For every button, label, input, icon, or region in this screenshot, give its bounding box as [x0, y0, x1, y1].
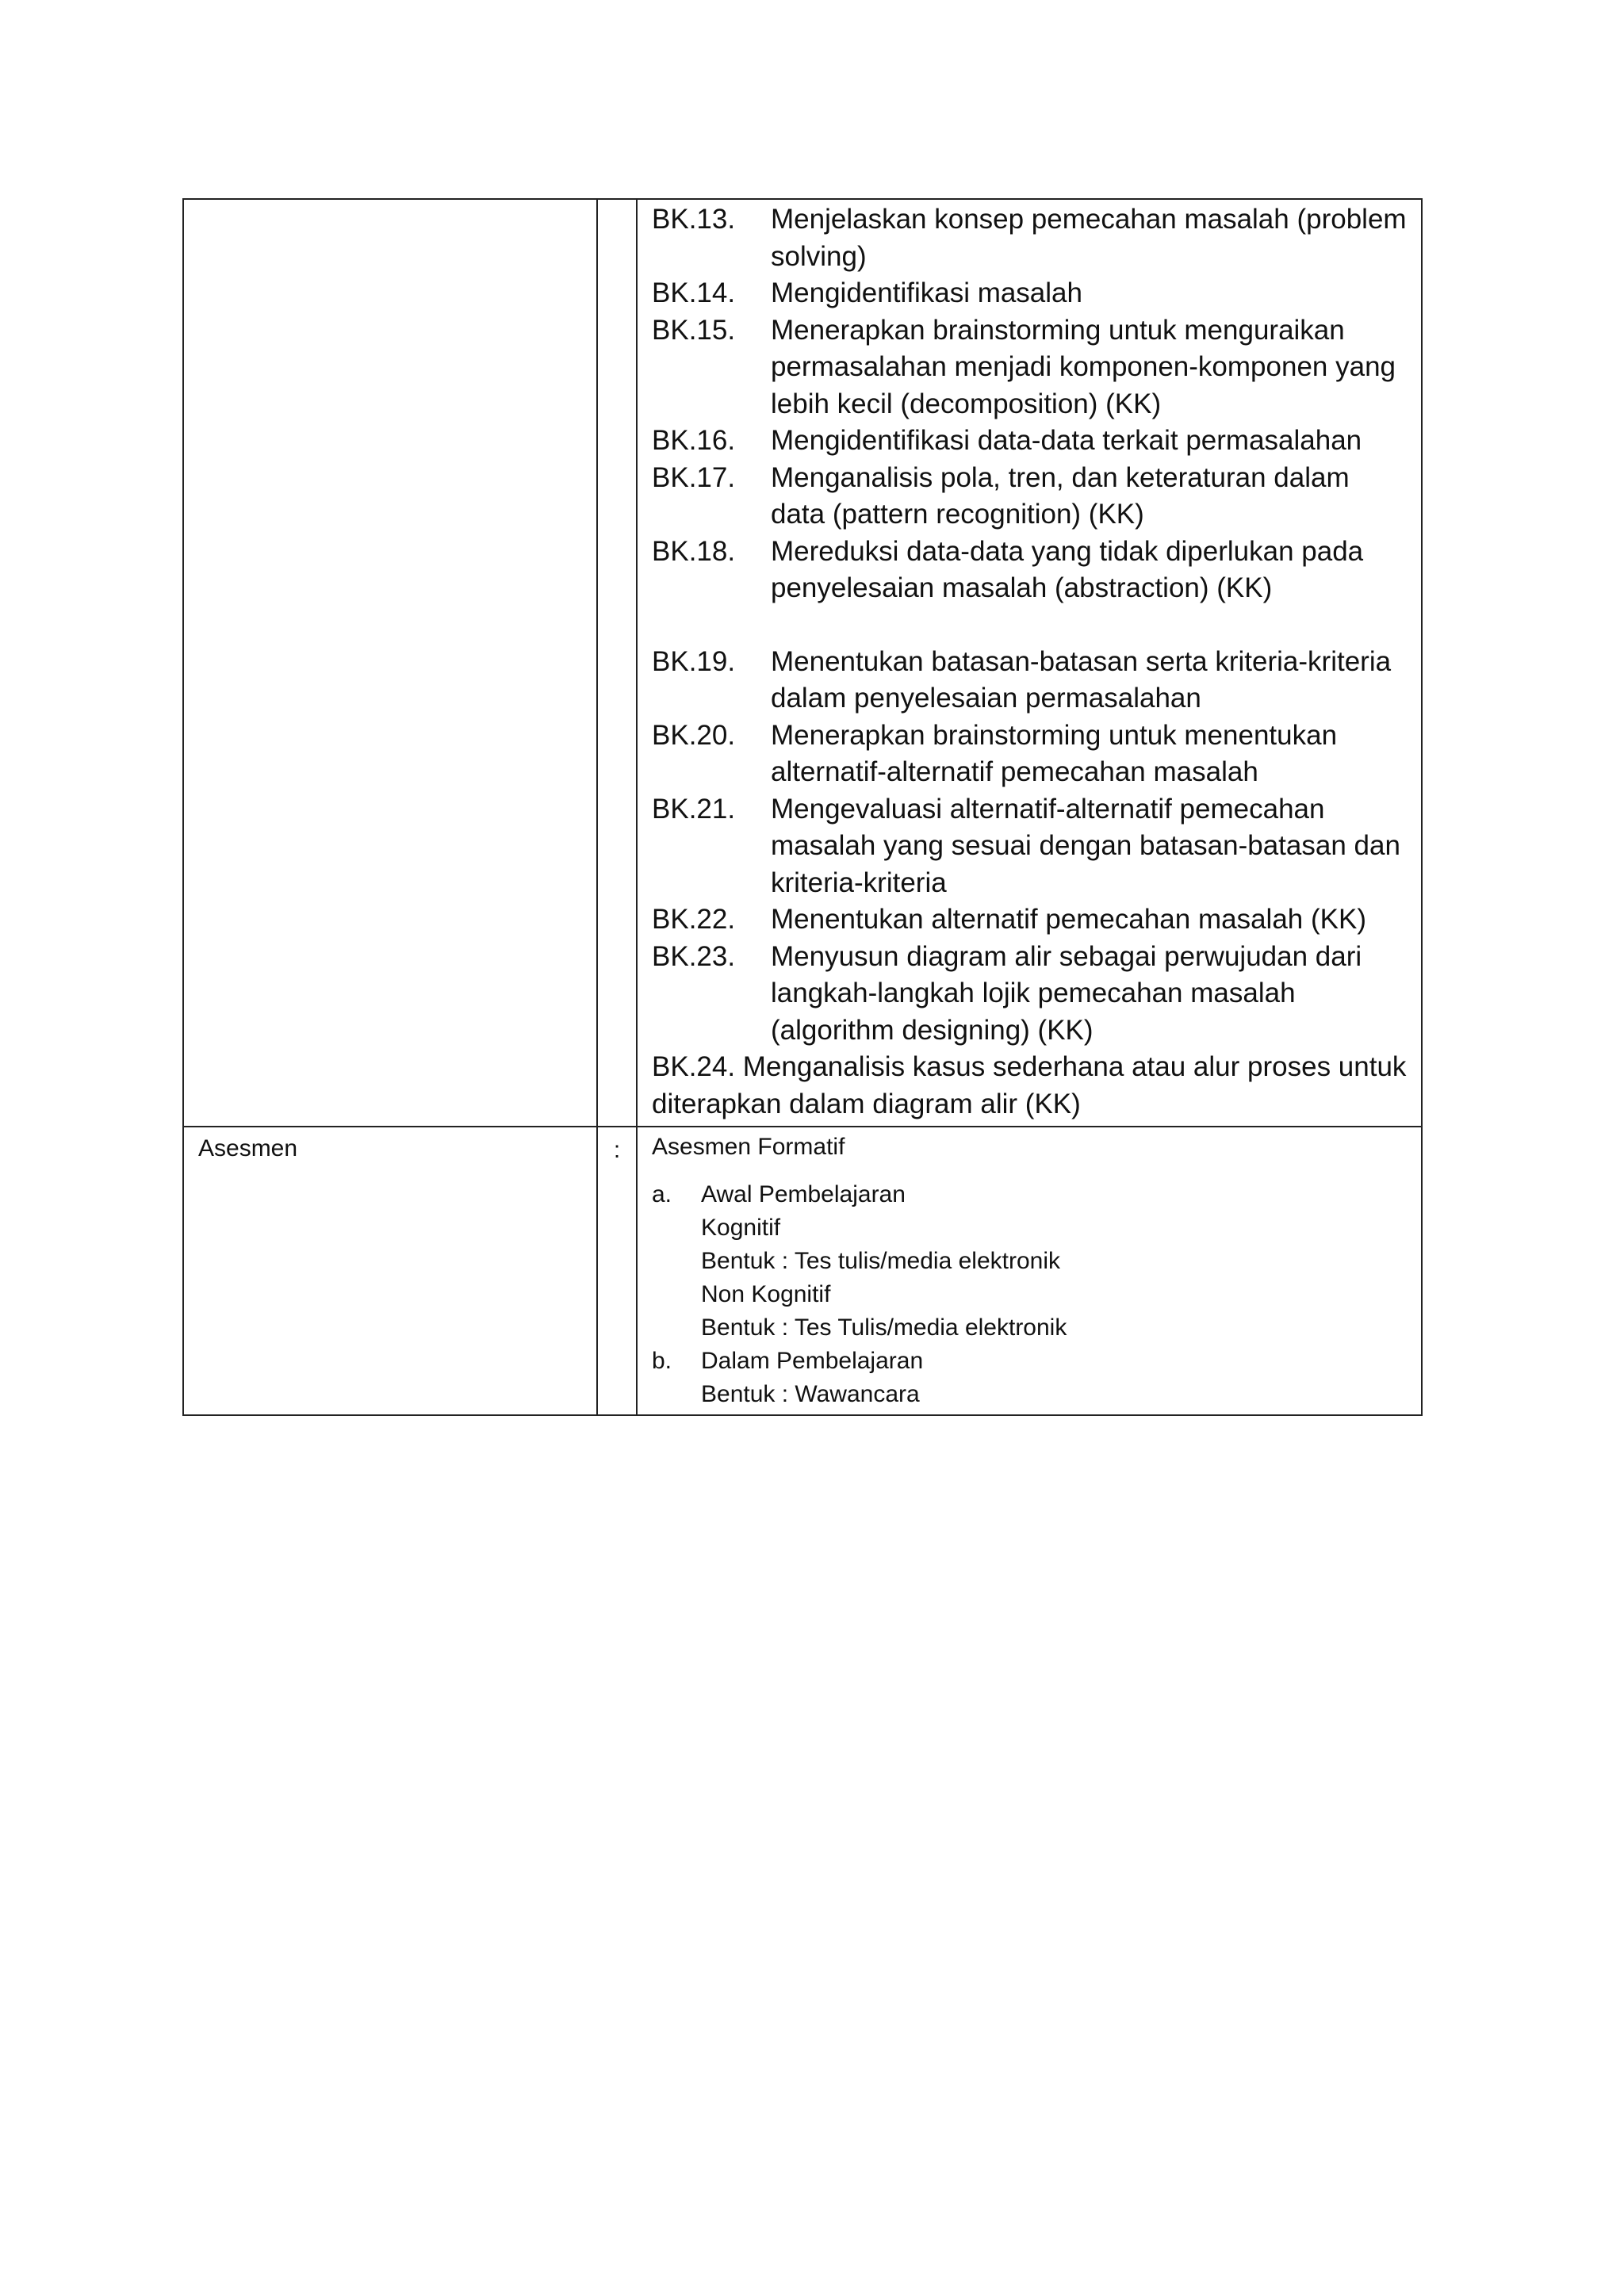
bk-number: BK.18.: [652, 535, 736, 567]
bk-number: BK.14.: [652, 277, 736, 308]
bk-text-line: Menyusun diagram alir sebagai perwujudan dari: [771, 940, 1362, 972]
bk-item: [652, 275, 1407, 312]
bk-text-line: masalah yang sesuai dengan batasan-batasan dan: [771, 830, 1400, 861]
bk-text: [771, 201, 1407, 275]
bk-item: [652, 644, 1407, 718]
asesmen-item-body: [701, 1178, 1407, 1345]
bk-text-line: Menjelaskan konsep pemecahan masalah (problem: [771, 204, 1407, 235]
bk-number: BK.17.: [652, 461, 736, 493]
asesmen-content-cell: [637, 1127, 1422, 1415]
bk-text: [771, 423, 1407, 460]
bk-text-line: Mengevaluasi alternatif-alternatif pemecahan: [771, 793, 1325, 825]
bk-text: [771, 644, 1407, 718]
bk-item: [652, 791, 1407, 902]
bk-item: [652, 534, 1407, 607]
bk-list-cell: [637, 199, 1422, 1127]
bk-item: [652, 423, 1407, 460]
bk-text-line: Menerapkan brainstorming untuk menentukan: [771, 719, 1338, 751]
bk-text-line: permasalahan menjadi komponen-komponen yang: [771, 351, 1396, 382]
asesmen-item-letter: b.: [652, 1348, 672, 1374]
bk-label-cell: [183, 199, 597, 1127]
bk-text-line: data (pattern recognition) (KK): [771, 499, 1144, 530]
bk-item: [652, 201, 1407, 275]
asesmen-row: [183, 1127, 1422, 1415]
bk-item: [652, 460, 1407, 534]
bk-text: [771, 718, 1407, 791]
bk-text-line: Mereduksi data-data yang tidak diperlukan pada: [771, 535, 1364, 567]
asesmen-list: [652, 1178, 1407, 1411]
asesmen-item-line: Kognitif: [701, 1215, 781, 1241]
asesmen-item-letter: a.: [652, 1181, 672, 1207]
asesmen-item-line: Dalam Pembelajaran: [701, 1348, 924, 1374]
bk-number: BK.16.: [652, 425, 736, 456]
bk-24-line-1: BK.24. Menganalisis kasus sederhana atau alur proses untuk: [652, 1051, 1407, 1082]
asesmen-item-line: Non Kognitif: [701, 1281, 831, 1307]
bk-text-line: (algorithm designing) (KK): [771, 1014, 1094, 1046]
bk-item: [652, 718, 1407, 791]
bk-number: BK.19.: [652, 645, 736, 677]
bk-text-line: Mengidentifikasi masalah: [771, 277, 1082, 308]
bk-text-line: alternatif-alternatif pemecahan masalah: [771, 756, 1258, 787]
bk-text-line: penyelesaian masalah (abstraction) (KK): [771, 572, 1273, 603]
bk-item: [652, 312, 1407, 423]
bk-text: [771, 275, 1407, 312]
bk-text-line: Menentukan alternatif pemecahan masalah (KK): [771, 904, 1366, 935]
bk-text-line: Menerapkan brainstorming untuk menguraikan: [771, 314, 1345, 346]
bk-number: BK.15.: [652, 314, 736, 346]
bk-number: BK.21.: [652, 793, 736, 825]
asesmen-item: [652, 1178, 1407, 1345]
bk-number: BK.13.: [652, 204, 736, 235]
asesmen-item-line: Bentuk : Wawancara: [701, 1381, 920, 1407]
bk-number: BK.20.: [652, 719, 736, 751]
asesmen-item-line: Bentuk : Tes tulis/media elektronik: [701, 1248, 1061, 1274]
bk-text-line: Menganalisis pola, tren, dan keteraturan dalam: [771, 461, 1350, 493]
bk-spacer: [652, 607, 1407, 644]
asesmen-label: Asesmen: [183, 1127, 597, 1415]
bk-item: [652, 901, 1407, 939]
bk-text-line: lebih kecil (decomposition) (KK): [771, 388, 1162, 419]
asesmen-item-line: Awal Pembelajaran: [701, 1181, 906, 1207]
bk-text-line: solving): [771, 240, 867, 272]
bk-item-24: [652, 1049, 1407, 1123]
asesmen-item: [652, 1345, 1407, 1411]
bk-text-line: dalam penyelesaian permasalahan: [771, 683, 1201, 714]
lesson-plan-table: [182, 198, 1423, 1416]
bk-colon-cell: [597, 199, 637, 1127]
bk-text-line: kriteria-kriteria: [771, 867, 947, 898]
asesmen-item-line: Bentuk : Tes Tulis/media elektronik: [701, 1314, 1067, 1341]
asesmen-heading: Asesmen Formatif: [652, 1134, 845, 1160]
bk-text: [771, 312, 1407, 423]
bk-text-line: Menentukan batasan-batasan serta kriteria-kriteria: [771, 645, 1392, 677]
bk-text: [771, 534, 1407, 607]
bk-text: [771, 460, 1407, 534]
asesmen-colon: :: [597, 1127, 637, 1415]
bk-row: [183, 199, 1422, 1127]
bk-number: BK.22.: [652, 904, 736, 935]
bk-text: [771, 901, 1407, 939]
bk-number: BK.23.: [652, 940, 736, 972]
bk-list: [652, 201, 1407, 1049]
bk-text: [771, 939, 1407, 1050]
bk-24-line-2: diterapkan dalam diagram alir (KK): [652, 1088, 1081, 1119]
bk-text-line: Mengidentifikasi data-data terkait permasalahan: [771, 425, 1362, 456]
asesmen-item-body: [701, 1345, 1407, 1411]
bk-text-line: langkah-langkah lojik pemecahan masalah: [771, 978, 1296, 1008]
bk-text: [771, 791, 1407, 902]
bk-item: [652, 939, 1407, 1050]
